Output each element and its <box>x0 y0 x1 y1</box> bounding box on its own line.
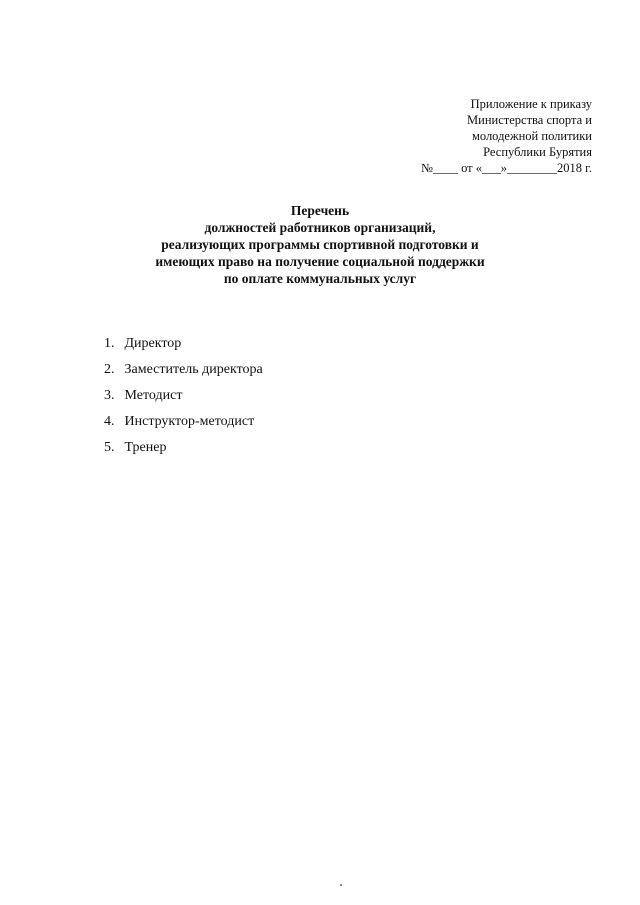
list-item-label: Заместитель директора <box>124 362 263 377</box>
scan-speck <box>340 884 342 886</box>
appendix-line: Приложение к приказу <box>470 97 592 111</box>
appendix-order-number: №____ от «___»________2018 г. <box>421 161 592 175</box>
list-item <box>104 331 504 357</box>
title-line: имеющих право на получение социальной поддержки <box>155 254 485 269</box>
appendix-line: Республики Бурятия <box>483 145 592 159</box>
title-line: должностей работников организаций, <box>204 220 436 235</box>
positions-list <box>104 331 504 461</box>
title-heading: Перечень <box>290 203 350 218</box>
list-item-number: 2. <box>104 362 115 377</box>
list-item-number: 1. <box>104 336 115 351</box>
list-item-number: 5. <box>104 440 115 455</box>
list-item-label: Методист <box>124 388 183 403</box>
list-item <box>104 409 504 435</box>
list-item <box>104 357 504 383</box>
title-line: по оплате коммунальных услуг <box>223 271 417 286</box>
title-line: реализующих программы спортивной подготовки и <box>161 237 479 252</box>
appendix-line: Министерства спорта и <box>467 113 592 127</box>
list-item-label: Тренер <box>124 440 167 455</box>
document-title <box>0 202 640 287</box>
list-item-number: 4. <box>104 414 115 429</box>
list-item <box>104 435 504 461</box>
appendix-line: молодежной политики <box>471 129 592 143</box>
appendix-note <box>332 96 592 176</box>
list-item <box>104 383 504 409</box>
list-item-label: Инструктор-методист <box>124 414 255 429</box>
list-item-label: Директор <box>124 336 182 351</box>
list-item-number: 3. <box>104 388 115 403</box>
